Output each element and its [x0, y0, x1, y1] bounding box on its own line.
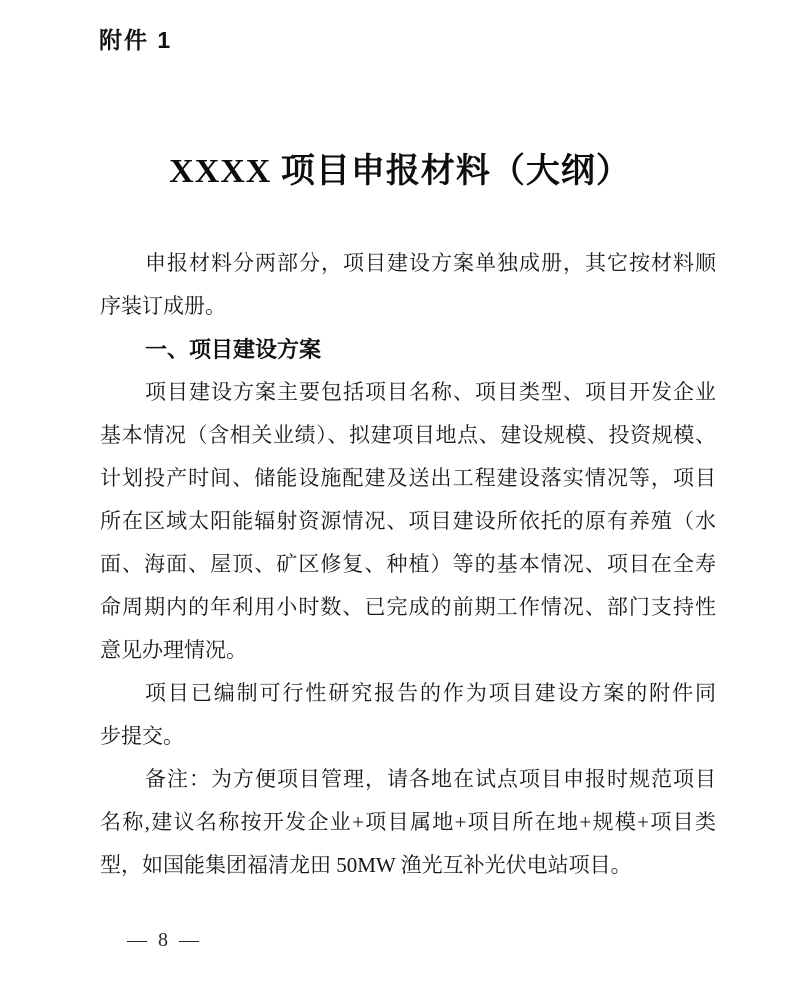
section-heading: 一、项目建设方案	[145, 337, 322, 362]
text-line: 名称,建议名称按开发企业+项目属地+项目所在地+规模+项目类	[100, 810, 716, 834]
text-line: 意见办理情况。	[100, 638, 247, 662]
attachment-label: 附件 1	[99, 27, 173, 53]
text-line: 面、海面、屋顶、矿区修复、种植）等的基本情况、项目在全寿	[100, 552, 716, 576]
text-line: 步提交。	[100, 724, 184, 748]
page-number: — 8 —	[127, 929, 202, 951]
text-line: 所在区域太阳能辐射资源情况、项目建设所依托的原有养殖（水	[100, 509, 716, 533]
text-line: 命周期内的年利用小时数、已完成的前期工作情况、部门支持性	[100, 595, 716, 619]
text-line: 申报材料分两部分，项目建设方案单独成册，其它按材料顺	[145, 251, 716, 275]
text-line: 项目建设方案主要包括项目名称、项目类型、项目开发企业	[145, 380, 716, 404]
document-body	[100, 242, 716, 887]
text-line: 备注：为方便项目管理，请各地在试点项目申报时规范项目	[145, 767, 716, 791]
document-title: XXXX 项目申报材料（大纲）	[169, 153, 631, 190]
text-line: 型，如国能集团福清龙田 50MW 渔光互补光伏电站项目。	[100, 853, 632, 877]
text-line: 计划投产时间、储能设施配建及送出工程建设落实情况等，项目	[100, 466, 716, 490]
text-line: 序装订成册。	[100, 294, 226, 318]
text-line: 项目已编制可行性研究报告的作为项目建设方案的附件同	[145, 681, 716, 705]
text-line: 基本情况（含相关业绩）、拟建项目地点、建设规模、投资规模、	[100, 423, 716, 447]
